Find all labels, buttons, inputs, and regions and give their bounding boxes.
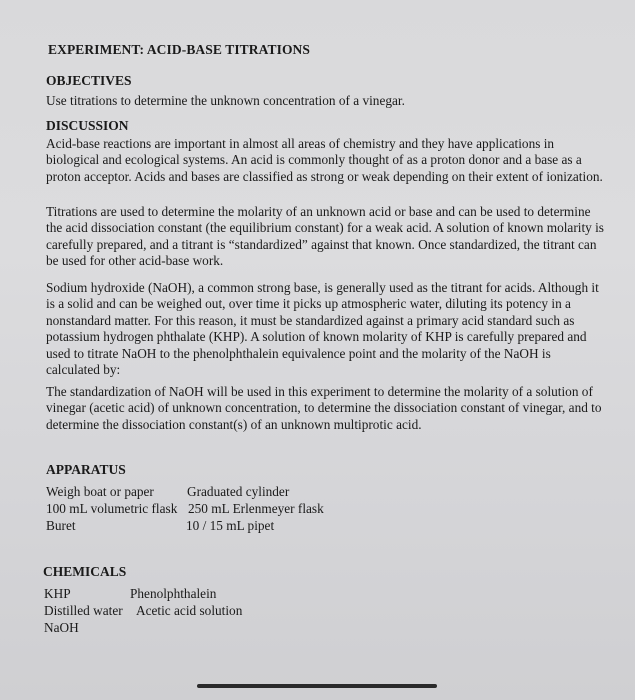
objectives-text: Use titrations to determine the unknown concentration of a vinegar. [46,93,405,108]
apparatus-item: Weigh boat or paper [46,484,154,499]
chemicals-heading: CHEMICALS [43,564,127,579]
chemical-item: NaOH [44,620,79,635]
apparatus-item: 100 mL volumetric flask [46,501,178,516]
discussion-paragraph-4: The standardization of NaOH will be used in this experiment to determine the molarity of a solution of vinegar (acetic acid) of unknown concentration, to determine the dissociation constant of vinegar, and to determine the dissociation constant(s) of an unknown multiprotic acid. [46,384,602,432]
chemical-item: Acetic acid solution [136,603,243,618]
apparatus-item: 250 mL Erlenmeyer flask [188,501,324,516]
discussion-paragraph-1: Acid-base reactions are important in almost all areas of chemistry and they have applications in biological and ecological systems. An acid is commonly thought of as a proton donor and a base as a proton acceptor. Acids and bases are classified as strong or weak depending on their extent of ionization. [46,136,603,184]
document-title: EXPERIMENT: ACID-BASE TITRATIONS [48,42,311,57]
objectives-heading: OBJECTIVES [46,73,132,88]
apparatus-heading: APPARATUS [46,462,126,477]
chemical-item: Phenolphthalein [130,586,217,601]
discussion-paragraph-2: Titrations are used to determine the molarity of an unknown acid or base and can be used to determine the acid dissociation constant (the equilibrium constant) for a weak acid. A solution of known molarity is carefully prepared, and a titrant is “standardized” against that known. Once standardized, the titrant can be used for other acid-base work. [46,204,604,269]
home-indicator-bar[interactable] [197,684,437,688]
discussion-heading: DISCUSSION [46,118,129,133]
apparatus-item: Buret [46,518,76,533]
chemical-item: KHP [44,586,71,601]
apparatus-item: Graduated cylinder [187,484,290,499]
chemical-item: Distilled water [44,603,123,618]
apparatus-item: 10 / 15 mL pipet [186,518,275,533]
discussion-paragraph-3: Sodium hydroxide (NaOH), a common strong base, is generally used as the titrant for acids. Although it is a solid and can be weighed out, over time it picks up atmospheric water, diluting its potency in a nonstandard matter. For this reason, it must be standardized against a primary acid standard such as potassium hydrogen phthalate (KHP). A solution of known molarity of KHP is carefully prepared and used to titrate NaOH to the phenolphthalein equivalence point and the molarity of the NaOH is calculated by: [46,280,599,378]
